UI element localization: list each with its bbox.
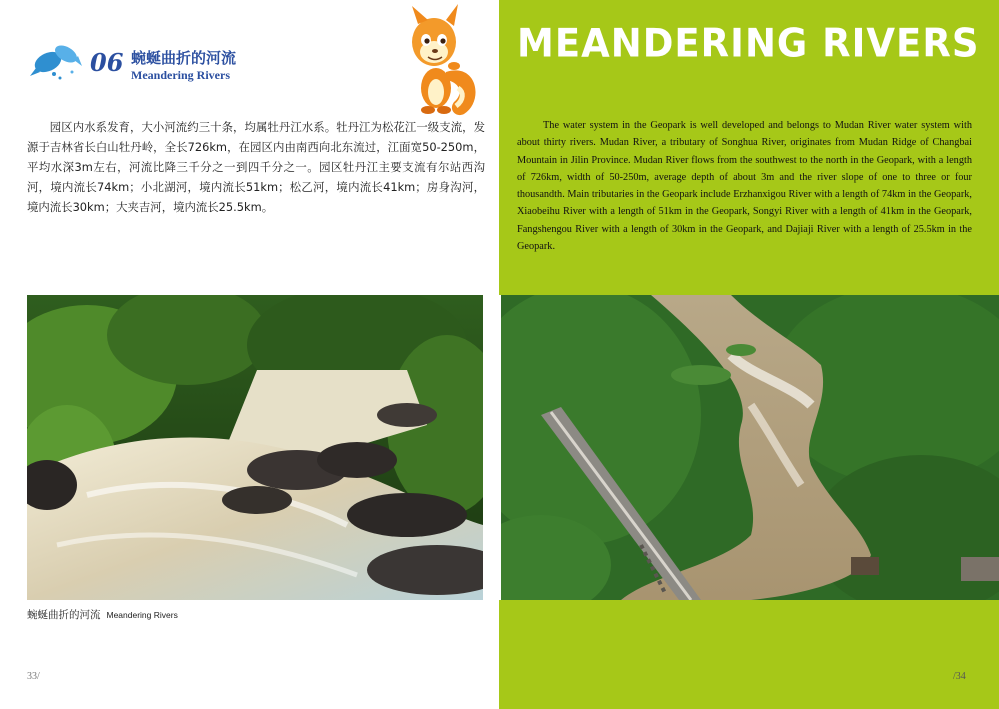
photo-caption (27, 603, 178, 622)
fish-logo-icon (28, 38, 84, 82)
section-number: 06 (90, 48, 124, 77)
aerial-river-photo (501, 295, 999, 600)
green-footer-band (499, 600, 999, 709)
left-page (0, 0, 499, 709)
right-page (499, 0, 999, 709)
caption-zh: 蜿蜒曲折的河流 (27, 609, 101, 621)
waterfall-rapids-photo (27, 295, 483, 600)
page-number-left: 33/ (27, 671, 40, 682)
page-number-right: /34 (953, 671, 966, 682)
body-text-en: The water system in the Geopark is well developed and belongs to Mudan River water system with about thirty rivers. Mudan River, a tributary of Songhua River, originates from Mudan Ridge of Changbai Mountain in Jilin Province. Mudan River flows from the southwest to the north in the Geopark, with a length of 726km, width of 50-250m, average depth of about 3m and the river slope of one to three or four thousandth. Main tributaries in the Geopark include Erzhanxigou River with a length of 74km in the Geopark, Xiaobeihu River with a length of 51km in the Geopark, Songyi River with a length of 41km in the Geopark, Fangshengou River with a length of 30km in the Geopark, and Dajiaji River with a length of 25.5km in the Geopark. (517, 120, 972, 253)
page-title: MEANDERING RIVERS (517, 20, 980, 67)
section-title-en: Meandering Rivers (131, 68, 230, 82)
caption-en: Meandering Rivers (106, 610, 178, 620)
section-title-zh: 蜿蜒曲折的河流 (131, 49, 237, 67)
body-text-zh: 园区内水系发育，大小河流约三十条，均属牡丹江水系。牡丹江为松花江一级支流，发源于吉林省长白山牡丹岭，全长726km，在园区内由南西向北东流过，江面宽50-250m，平均水深3m左右，河流比降三千分之一到四千分之一。园区牡丹江主要支流有尔站西沟河，境内流长74km；小北湖河，境内流长51km；松乙河，境内流长41km；房身沟河，境内流长30km；大夹吉河，境内流长25.5km。 (27, 120, 485, 214)
squirrel-mascot-icon (398, 2, 480, 120)
